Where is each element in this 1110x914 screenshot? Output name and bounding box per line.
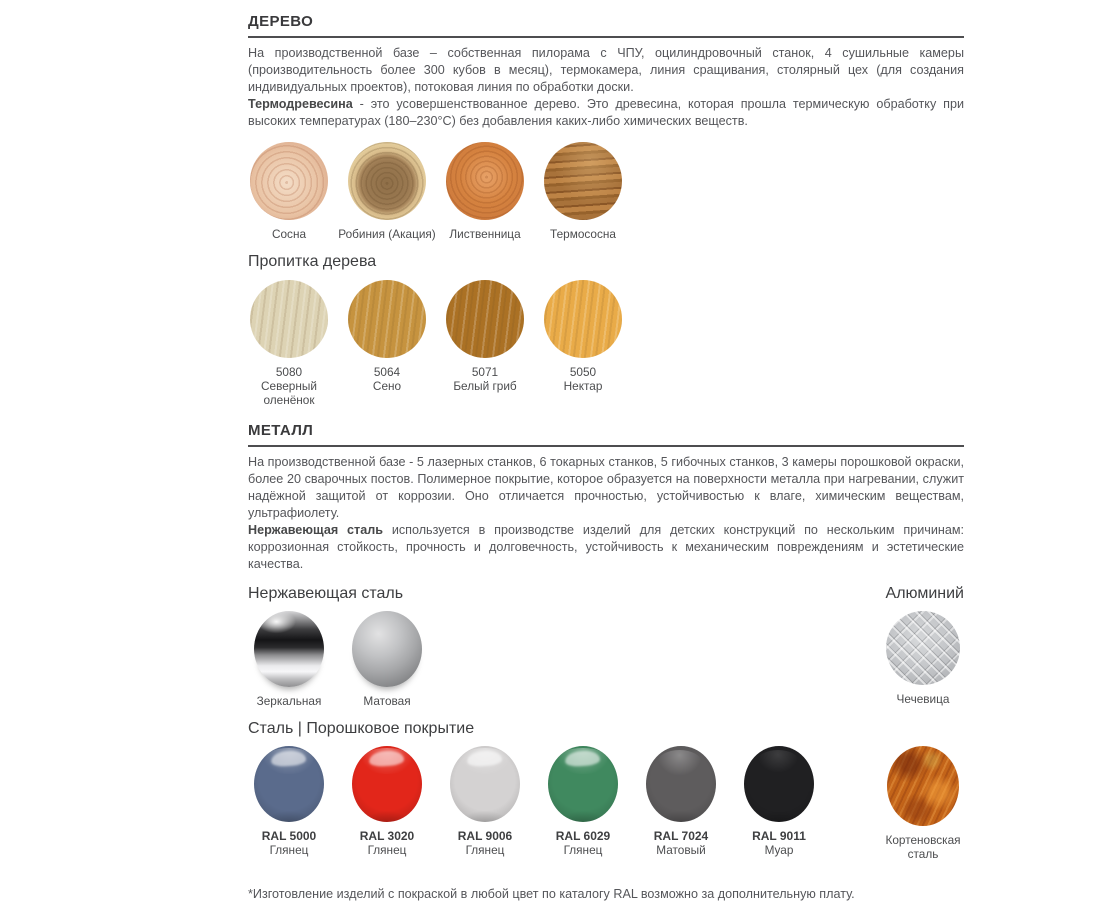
robinia-slice-swatch (348, 142, 426, 220)
corten-swatch (882, 746, 964, 861)
metal-stainless-paragraph: Нержавеющая сталь используется в производстве изделий для детских конструкций по нескольким причинам: коррозионная стойкость, прочность и долговечность, устойчивость к механическим повреждениям и эстетические качества. (248, 523, 964, 571)
ral-color-sphere (548, 746, 618, 822)
mirror-steel-sphere (254, 611, 324, 687)
swatch-label: RAL 6029 Глянец (555, 829, 611, 857)
ral-swatch-6029 (542, 746, 624, 857)
impregnation-color-circle (544, 280, 622, 358)
wood-swatch-thermopine (542, 142, 624, 241)
stainless-row (248, 611, 964, 708)
ral-row (248, 746, 964, 861)
ral-swatch-5000 (248, 746, 330, 857)
ral-swatch-3020 (346, 746, 428, 857)
swatch-label: Робиния (Акация) (338, 227, 436, 241)
metal-section-title: МЕТАЛЛ (248, 423, 964, 447)
ral-color-sphere (352, 746, 422, 822)
impregnation-swatch-5080 (248, 280, 330, 407)
impregnation-color-circle (348, 280, 426, 358)
stainless-title: Нержавеющая сталь (248, 585, 404, 602)
ral-color-sphere (646, 746, 716, 822)
impregnation-color-circle (446, 280, 524, 358)
pine-slice-swatch (250, 142, 328, 220)
swatch-label: 5064 Сено (372, 365, 402, 393)
swatch-label: RAL 5000 Глянец (261, 829, 317, 857)
swatch-label: RAL 7024 Матовый (653, 829, 709, 857)
impregnation-color-circle (250, 280, 328, 358)
footer-note: *Изготовление изделий с покраской в любой цвет по каталогу RAL возможно за дополнительную плату. (248, 887, 855, 901)
impregnation-row (248, 280, 964, 407)
ral-color-sphere (254, 746, 324, 822)
diamond-plate-swatch (886, 611, 960, 685)
swatch-label: RAL 9006 Глянец (457, 829, 513, 857)
aluminum-swatch-lentil (882, 611, 964, 706)
wood-swatch-larch (444, 142, 526, 241)
swatch-label: Зеркальная (256, 694, 322, 708)
swatch-label: 5071 Белый гриб (453, 365, 517, 393)
impregnation-swatch-5064 (346, 280, 428, 393)
wood-swatch-robinia (338, 142, 436, 241)
wood-species-row (248, 142, 964, 241)
powder-coating-title: Сталь | Порошковое покрытие (248, 720, 475, 737)
ral-color-sphere (744, 746, 814, 822)
wood-intro-paragraph: На производственной базе – собственная пилорама с ЧПУ, оцилиндровочный станок, 4 сушильные камеры (производительность более 300 кубов в месяц), термокамера, линия сращивания, столярный цех (для создания индивидуальных проектов), потоковая линия по обработки доски. (248, 46, 964, 94)
stainless-swatch-matte (346, 611, 428, 708)
metal-intro-paragraph: На производственной базе - 5 лазерных станков, 6 токарных станков, 5 гибочных станков, 3 камеры порошковой окраски, более 20 сварочных постов. Полимерное покрытие, которое образуется на поверхности металла при нагревании, служит надёжной защитой от коррозии. Оно отличается прочностью, устойчивостью к влаге, химическим веществам, ультрафиолету. (248, 455, 964, 520)
swatch-label: Кортеновская сталь (885, 833, 961, 861)
swatch-label: Матовая (363, 694, 411, 708)
larch-slice-swatch (446, 142, 524, 220)
stainless-swatch-mirror (248, 611, 330, 708)
ral-swatch-9011 (738, 746, 820, 857)
thermowood-lead: Термодревесина (248, 97, 353, 111)
corten-steel-swatch (887, 746, 959, 826)
swatch-label: Сосна (271, 227, 307, 241)
swatch-label: Лиственница (449, 227, 521, 241)
impregnation-title: Пропитка дерева (248, 253, 377, 270)
ral-swatch-7024 (640, 746, 722, 857)
swatch-label: Термососна (550, 227, 616, 241)
swatch-label: RAL 3020 Глянец (359, 829, 415, 857)
impregnation-swatch-5071 (444, 280, 526, 393)
wood-swatch-pine (248, 142, 330, 241)
swatch-label: 5080 Северный оленёнок (261, 365, 317, 407)
swatch-label: RAL 9011 Муар (752, 829, 806, 857)
thermopine-swatch (544, 142, 622, 220)
wood-section-title: ДЕРЕВО (248, 14, 964, 38)
stainless-aluminum-headings (248, 573, 964, 602)
ral-swatch-9006 (444, 746, 526, 857)
aluminum-title: Алюминий (885, 585, 964, 602)
swatch-label: 5050 Нектар (563, 365, 603, 393)
matte-steel-sphere (352, 611, 422, 687)
swatch-label: Чечевица (896, 692, 950, 706)
content-column (248, 0, 964, 914)
impregnation-swatch-5050 (542, 280, 624, 393)
stainless-lead: Нержавеющая сталь (248, 523, 383, 537)
ral-color-sphere (450, 746, 520, 822)
wood-thermo-paragraph: Термодревесина - это усовершенствованное дерево. Это древесина, которая прошла термическую обработку при высоких температурах (180–230°C) без добавления каких-либо химических веществ. (248, 97, 964, 128)
